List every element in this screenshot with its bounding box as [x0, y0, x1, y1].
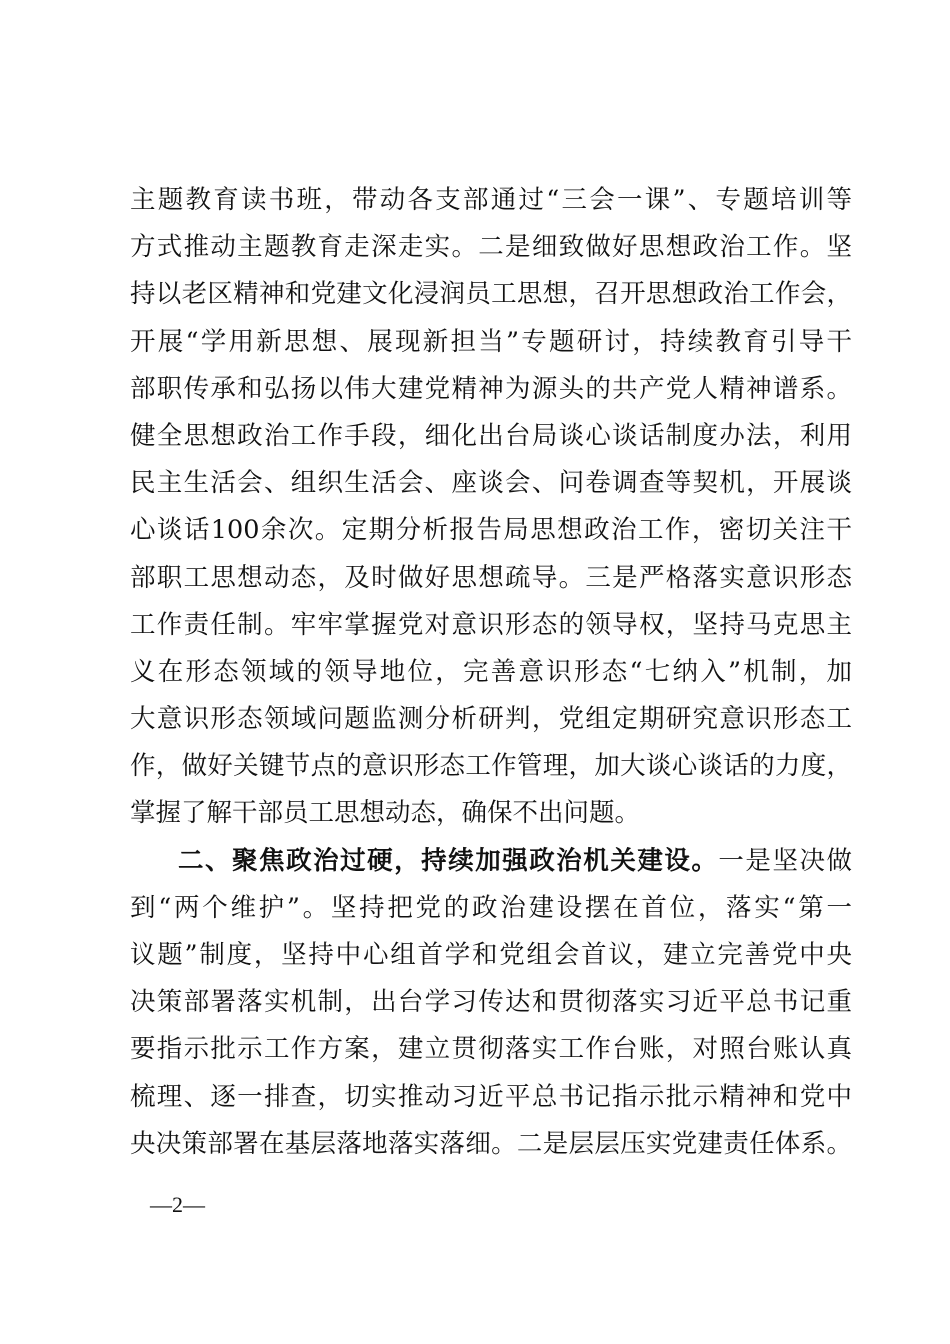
heading-continuation: 一是坚决做	[718, 845, 852, 876]
text-line: 健全思想政治工作手段，细化出台局谈心谈话制度办法，利用	[130, 420, 852, 451]
text-line: 部职工思想动态，及时做好思想疏导。三是严格落实意识形态	[130, 562, 852, 593]
text-line: 主题教育读书班，带动各支部通过“三会一课”、专题培训等	[130, 185, 852, 215]
text-line: 持以老区精神和党建文化浸润员工思想，召开思想政治工作会，	[130, 279, 852, 310]
text-line: 大意识形态领域问题监测分析研判，党组定期研究意识形态工	[130, 704, 852, 735]
text-line: 部职传承和弘扬以伟大建党精神为源头的共产党人精神谱系。	[130, 373, 852, 404]
text-line: 议题”制度，坚持中心组首学和党组会首议，建立完善党中央	[130, 940, 852, 970]
page-number: —2—	[150, 1192, 205, 1217]
text-line: 央决策部署在基层落地落实落细。二是层层压实党建责任体系。	[130, 1128, 852, 1159]
text-line: 要指示批示工作方案，建立贯彻落实工作台账，对照台账认真	[130, 1034, 852, 1065]
text-line	[130, 842, 852, 889]
text-line: 梳理、逐一排查，切实推动习近平总书记指示批示精神和党中	[130, 1081, 852, 1112]
text-line: 义在形态领域的领导地位，完善意识形态“七纳入”机制，加	[130, 656, 852, 687]
text-line: 掌握了解干部员工思想动态，确保不出问题。	[130, 798, 641, 829]
text-line: 到“两个维护”。坚持把党的政治建设摆在首位，落实“第一	[130, 892, 852, 923]
text-line: 开展“学用新思想、展现新担当”专题研讨，持续教育引导干	[130, 326, 852, 357]
text-line: 工作责任制。牢牢掌握党对意识形态的领导权，坚持马克思主	[130, 609, 852, 640]
paragraph-2	[130, 842, 852, 1172]
text-line: 方式推动主题教育走深走实。二是细致做好思想政治工作。坚	[130, 232, 852, 263]
text-line: 决策部署落实机制，出台学习传达和贯彻落实习近平总书记重	[130, 987, 852, 1018]
text-line: 民主生活会、组织生活会、座谈会、问卷调查等契机，开展谈	[130, 468, 852, 499]
text-line: 心谈话100余次。定期分析报告局思想政治工作，密切关注干	[130, 515, 852, 546]
section-heading: 二、聚焦政治过硬，持续加强政治机关建设。	[178, 845, 719, 876]
paragraph-1	[130, 181, 852, 842]
document-body	[130, 181, 852, 1172]
text-line: 作，做好关键节点的意识形态工作管理，加大谈心谈话的力度，	[130, 751, 852, 782]
